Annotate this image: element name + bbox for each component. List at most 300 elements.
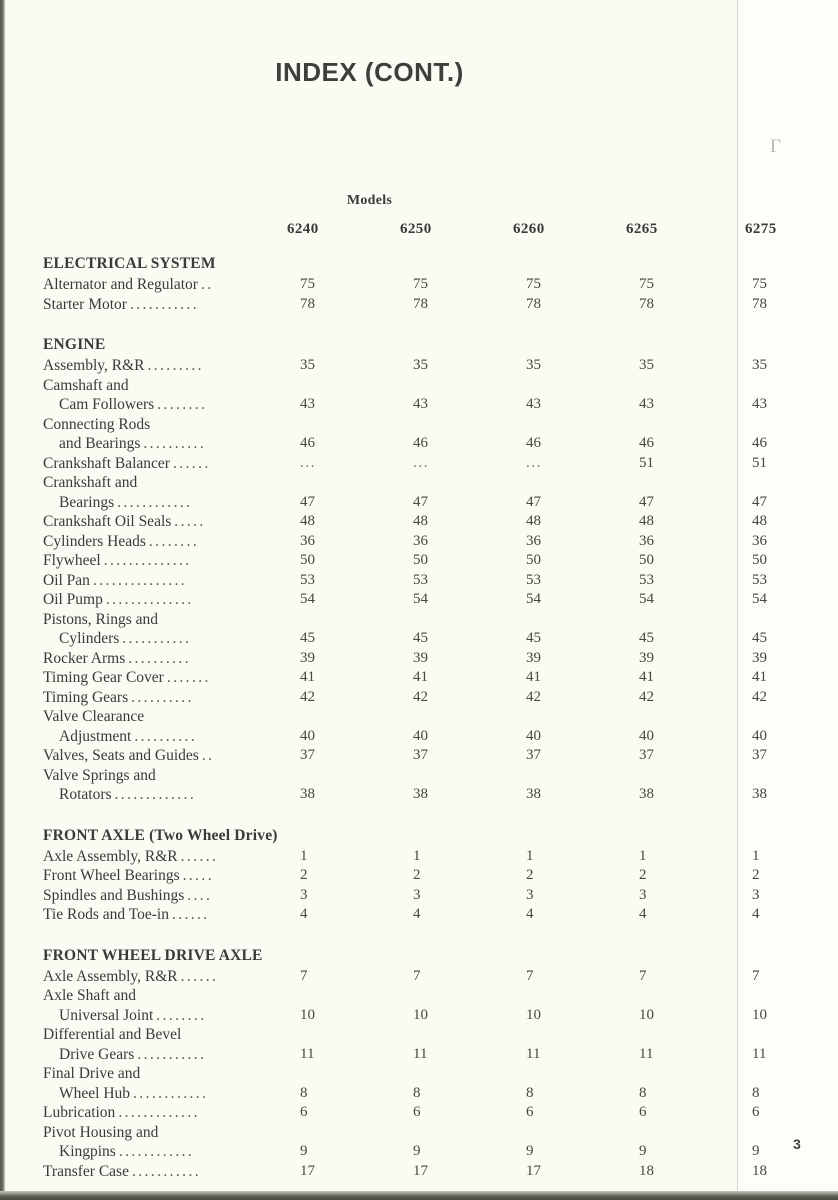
page-ref-6265: 50: [639, 552, 654, 568]
dot-leader: ..............: [103, 552, 192, 569]
page-ref-6240: 11: [300, 1045, 315, 1062]
entry-label-group: [43, 866, 253, 886]
index-entry-row: [0, 571, 838, 591]
entry-label-group: [43, 1064, 253, 1084]
page-ref-6260: 2: [526, 867, 534, 883]
index-entry-row: [0, 905, 838, 925]
index-section: [0, 255, 838, 314]
dot-leader: .............: [118, 1104, 200, 1121]
dot-leader: ...........: [129, 295, 199, 313]
page-ref-6240: 9: [300, 1143, 308, 1159]
page-ref-6260: 6: [526, 1104, 534, 1120]
page-ref-6260: 7: [526, 967, 534, 984]
entry-label: Crankshaft Balancer: [43, 454, 170, 472]
page-ref-6275: 36: [752, 532, 767, 549]
dot-leader: ..........: [128, 649, 191, 667]
index-entry-row: [0, 473, 838, 493]
index-entry-row: [0, 746, 838, 766]
entry-label-group: [43, 1162, 253, 1182]
page-ref-6250: 7: [413, 967, 421, 984]
page-ref-6260: 11: [526, 1045, 541, 1062]
index-entry-row: [0, 275, 838, 295]
page-ref-6265: 51: [639, 454, 654, 471]
page-ref-6275: 40: [752, 727, 767, 744]
page-ref-6265: 54: [639, 591, 654, 607]
index-entry-row: [0, 590, 838, 610]
index-entry-row: [0, 1025, 838, 1045]
entry-label: Adjustment: [59, 727, 132, 745]
page-ref-6260: 10: [526, 1006, 541, 1023]
page-ref-6250: 53: [413, 571, 428, 588]
page-ref-6260: 48: [526, 513, 541, 529]
index-entry-row: [0, 1142, 838, 1162]
page-ref-6260: 50: [526, 552, 541, 568]
entry-label-group: [59, 1084, 253, 1104]
column-header-6260: 6260: [513, 221, 545, 237]
page-ref-6275: 53: [752, 571, 767, 588]
index-entry-row: [0, 1123, 838, 1143]
page-ref-6250: 78: [413, 295, 428, 312]
index-entry-row: [0, 395, 838, 415]
page-ref-6250: 45: [413, 630, 428, 646]
page-ref-6240: 10: [300, 1006, 315, 1023]
page-ref-6260: 40: [526, 727, 541, 744]
page-ref-6275: 4: [752, 906, 760, 922]
dot-leader: ..............: [105, 591, 194, 608]
entry-label-group: [43, 356, 253, 376]
page-ref-6275: 11: [752, 1045, 767, 1062]
page-ref-6265: 53: [639, 571, 654, 588]
entry-label: Axle Assembly, R&R: [43, 847, 178, 865]
dot-leader: .............: [114, 786, 197, 803]
page-ref-6265: 43: [639, 396, 654, 412]
page-ref-6265: 2: [639, 867, 647, 883]
index-entry-row: [0, 1162, 838, 1182]
index-section: [0, 947, 838, 1182]
index-entry-row: [0, 610, 838, 630]
page-ref-6275: 75: [752, 276, 767, 292]
page-title: INDEX (CONT.): [275, 57, 464, 87]
page-ref-6275: 47: [752, 493, 767, 510]
index-entry-row: [0, 376, 838, 396]
index-entry-row: [0, 295, 838, 315]
page-ref-6250: 1: [413, 847, 421, 864]
entry-label: Axle Assembly, R&R: [43, 967, 178, 985]
entry-label-group: [59, 395, 253, 415]
index-entry-row: [0, 454, 838, 474]
index-entry-row: [0, 1006, 838, 1026]
page-ref-6260: 39: [526, 649, 541, 666]
page-ref-6265: 37: [639, 747, 654, 763]
page-ref-6250: 3: [413, 886, 421, 903]
section-title: FRONT WHEEL DRIVE AXLE: [43, 946, 263, 964]
models-header-label: Models: [346, 193, 393, 208]
page-ref-6275: 35: [752, 357, 767, 373]
page-ref-6250: 75: [413, 276, 428, 292]
entry-label: Final Drive and: [43, 1065, 141, 1082]
page-ref-6260: 17: [526, 1162, 541, 1179]
page-ref-6250: 2: [413, 867, 421, 883]
entry-label-group: [43, 847, 253, 867]
index-entry-row: [0, 649, 838, 669]
entry-label: Pivot Housing and: [43, 1123, 159, 1141]
page-ref-6275: 46: [752, 435, 767, 451]
page-ref-6260: 45: [526, 630, 541, 646]
page-ref-6265: 1: [639, 847, 647, 864]
page-ref-6275: 45: [752, 630, 767, 646]
dot-leader: ......: [180, 967, 219, 985]
entry-label: Differential and Bevel: [43, 1026, 182, 1043]
page-ref-6260: 41: [526, 669, 541, 685]
page-ref-6240: 8: [300, 1084, 308, 1101]
entry-label-group: [43, 649, 253, 669]
index-entry-row: [0, 967, 838, 987]
page-ref-6260: 38: [526, 786, 541, 802]
page-ref-6265: 48: [639, 513, 654, 529]
entry-label-group: [43, 473, 253, 493]
pencil-mark: Γ: [770, 136, 781, 157]
entry-label: Tie Rods and Toe-in: [43, 906, 169, 923]
page-ref-6275: 43: [752, 396, 767, 412]
dot-leader: .....: [174, 513, 206, 530]
page-ref-6260: 75: [526, 276, 541, 292]
page-ref-6240: 78: [300, 295, 315, 312]
page-ref-6260: 53: [526, 571, 541, 588]
dot-leader: ......: [172, 454, 211, 472]
index-entry-row: [0, 356, 838, 376]
entry-label-group: [43, 295, 253, 315]
page-ref-6265: 7: [639, 967, 647, 984]
entry-label: Bearings: [59, 493, 115, 511]
entry-label-group: [43, 512, 253, 532]
page-ref-6260: 78: [526, 295, 541, 312]
page-ref-6250: 37: [413, 747, 428, 763]
entry-label-group: [59, 727, 253, 747]
entry-label: Lubrication: [43, 1104, 116, 1121]
entry-label: Drive Gears: [59, 1045, 135, 1063]
page-ref-6265: 38: [639, 786, 654, 802]
entry-label-group: [43, 707, 253, 727]
section-title: FRONT AXLE (Two Wheel Drive): [43, 826, 278, 844]
entry-label: Kingpins: [59, 1143, 116, 1160]
entry-label-group: [43, 986, 253, 1006]
page-ref-6250: 41: [413, 669, 428, 685]
entry-label: Cam Followers: [59, 396, 155, 413]
entry-label: Rotators: [59, 786, 112, 803]
page-ref-6275: 51: [752, 454, 767, 471]
index-entry-row: [0, 1045, 838, 1065]
dot-leader: .........: [147, 357, 204, 374]
dot-leader: ........: [156, 1006, 207, 1024]
page-ref-6275: 50: [752, 552, 767, 568]
page-ref-6275: 39: [752, 649, 767, 666]
page-ref-6265: 78: [639, 295, 654, 312]
page-ref-6265: 6: [639, 1104, 647, 1120]
entry-label: Axle Shaft and: [43, 987, 136, 1004]
dot-leader: ....: [187, 886, 213, 904]
page-ref-6260: 3: [526, 886, 534, 903]
entry-label: Alternator and Regulator: [43, 276, 198, 293]
entry-label-group: [43, 551, 253, 571]
section-spacer: [0, 314, 838, 336]
page-ref-6265: 75: [639, 276, 654, 292]
page-ref-6275: 38: [752, 786, 767, 802]
entry-label-group: [43, 688, 253, 708]
page-ref-6265: 47: [639, 493, 654, 510]
entry-label-group: [59, 493, 253, 513]
page-ref-6250: 40: [413, 727, 428, 744]
dot-leader: ..........: [131, 688, 194, 706]
column-header-6275: 6275: [745, 221, 777, 237]
entry-label-group: [43, 454, 253, 474]
entry-label-group: [59, 629, 253, 649]
index-entry-row: [0, 688, 838, 708]
section-spacer: [0, 925, 838, 947]
index-entry-row: [0, 415, 838, 435]
page-ref-6250: 42: [413, 688, 428, 705]
page-ref-6240: 1: [300, 847, 308, 864]
entry-label-group: [59, 1006, 253, 1026]
page-ref-6275: 37: [752, 747, 767, 763]
page-ref-6260: 9: [526, 1143, 534, 1159]
page-ref-6240: 4: [300, 906, 308, 922]
entry-label: Rocker Arms: [43, 649, 126, 667]
entry-label-group: [43, 590, 253, 610]
index-sections: [0, 255, 838, 1181]
entry-label-group: [43, 376, 253, 396]
entry-label: Front Wheel Bearings: [43, 867, 180, 884]
entry-label-group: [59, 1045, 253, 1065]
page-ref-6260: ...: [526, 454, 543, 471]
page-ref-6250: ...: [413, 454, 430, 471]
entry-label-group: [43, 532, 253, 552]
page-ref-6275: 6: [752, 1104, 760, 1120]
page-ref-6260: 43: [526, 396, 541, 412]
page-ref-6240: 3: [300, 886, 308, 903]
page-ref-6265: 41: [639, 669, 654, 685]
page-ref-6250: 6: [413, 1104, 421, 1120]
page-ref-6250: 46: [413, 435, 428, 451]
page-ref-6250: 38: [413, 786, 428, 802]
page-ref-6250: 48: [413, 513, 428, 529]
page-ref-6250: 39: [413, 649, 428, 666]
page-ref-6240: 17: [300, 1162, 315, 1179]
index-entry-row: [0, 886, 838, 906]
dot-leader: ............: [117, 493, 193, 511]
dot-leader: ......: [171, 906, 210, 923]
index-section: [0, 336, 838, 805]
page-ref-6250: 47: [413, 493, 428, 510]
page-ref-6250: 50: [413, 552, 428, 568]
entry-label-group: [43, 886, 253, 906]
entry-label: Timing Gear Cover: [43, 669, 164, 686]
page-ref-6240: 47: [300, 493, 315, 510]
index-entry-row: [0, 1064, 838, 1084]
page-ref-6265: 45: [639, 630, 654, 646]
entry-label: Crankshaft Oil Seals: [43, 513, 172, 530]
dot-leader: ...............: [92, 571, 188, 589]
page-ref-6260: 35: [526, 357, 541, 373]
index-entry-row: [0, 1103, 838, 1123]
dot-leader: ..: [201, 747, 215, 764]
entry-label-group: [43, 610, 253, 630]
entry-label-group: [43, 967, 253, 987]
page-ref-6275: 48: [752, 513, 767, 529]
entry-label: and Bearings: [59, 435, 141, 452]
page-ref-6275: 78: [752, 295, 767, 312]
page-number: 3: [793, 1136, 801, 1152]
page-ref-6265: 11: [639, 1045, 654, 1062]
page-ref-6275: 54: [752, 591, 767, 607]
entry-label-group: [43, 571, 253, 591]
section-title: ENGINE: [43, 336, 106, 353]
page-ref-6260: 42: [526, 688, 541, 705]
page-ref-6240: 43: [300, 396, 315, 412]
index-entry-row: [0, 434, 838, 454]
dot-leader: ........: [157, 396, 208, 413]
page-ref-6250: 17: [413, 1162, 428, 1179]
index-entry-row: [0, 629, 838, 649]
page-ref-6240: 50: [300, 552, 315, 568]
entry-label: Assembly, R&R: [43, 357, 145, 374]
page-ref-6260: 54: [526, 591, 541, 607]
dot-leader: .......: [166, 669, 211, 686]
page-ref-6250: 11: [413, 1045, 428, 1062]
index-section: [0, 827, 838, 925]
page-ref-6265: 4: [639, 906, 647, 922]
page-ref-6250: 4: [413, 906, 421, 922]
page-ref-6240: 36: [300, 532, 315, 549]
entry-label: Cylinders Heads: [43, 532, 146, 550]
dot-leader: ............: [118, 1143, 195, 1160]
page-ref-6250: 35: [413, 357, 428, 373]
page-ref-6260: 1: [526, 847, 534, 864]
entry-label: Valves, Seats and Guides: [43, 747, 199, 764]
entry-label: Camshaft and: [43, 376, 129, 394]
entry-label: Pistons, Rings and: [43, 610, 158, 628]
entry-label-group: [43, 1103, 253, 1123]
dot-leader: ...........: [131, 1162, 201, 1180]
page-ref-6275: 1: [752, 847, 760, 864]
page-ref-6265: 40: [639, 727, 654, 744]
index-entry-row: [0, 727, 838, 747]
page-ref-6275: 2: [752, 867, 760, 883]
entry-label-group: [43, 668, 253, 688]
dot-leader: ........: [148, 532, 200, 550]
page-ref-6250: 43: [413, 396, 428, 412]
entry-label: Wheel Hub: [59, 1084, 131, 1102]
entry-label: Cylinders: [59, 630, 120, 647]
index-entry-row: [0, 668, 838, 688]
page-ref-6240: 41: [300, 669, 315, 685]
page-ref-6265: 46: [639, 435, 654, 451]
page-ref-6260: 47: [526, 493, 541, 510]
column-header-6250: 6250: [400, 221, 432, 237]
page-ref-6260: 4: [526, 906, 534, 922]
entry-label: Valve Clearance: [43, 708, 145, 725]
page-ref-6250: 9: [413, 1143, 421, 1159]
entry-label: Starter Motor: [43, 295, 127, 313]
page-ref-6240: 45: [300, 630, 315, 646]
page-ref-6250: 10: [413, 1006, 428, 1023]
page-ref-6260: 46: [526, 435, 541, 451]
index-entry-row: [0, 785, 838, 805]
entry-label: Valve Springs and: [43, 766, 156, 784]
page-ref-6250: 36: [413, 532, 428, 549]
dot-leader: ..........: [143, 435, 207, 452]
entry-label: Crankshaft and: [43, 474, 138, 491]
entry-label-group: [59, 434, 253, 454]
page-ref-6275: 41: [752, 669, 767, 685]
page-ref-6240: 75: [300, 276, 315, 292]
page-ref-6240: ...: [300, 454, 317, 471]
dot-leader: ...........: [122, 630, 192, 647]
index-entry-row: [0, 866, 838, 886]
index-entry-row: [0, 493, 838, 513]
column-header-6265: 6265: [626, 221, 658, 237]
entry-label: Spindles and Bushings: [43, 886, 185, 904]
entry-label-group: [59, 785, 253, 805]
page-ref-6265: 10: [639, 1006, 654, 1023]
column-header-6240: 6240: [287, 221, 319, 237]
page-ref-6265: 8: [639, 1084, 647, 1101]
entry-label: Timing Gears: [43, 688, 129, 706]
page-ref-6275: 10: [752, 1006, 767, 1023]
page-ref-6250: 54: [413, 591, 428, 607]
index-entry-row: [0, 986, 838, 1006]
entry-label-group: [43, 1123, 253, 1143]
page-ref-6275: 18: [752, 1162, 767, 1179]
page-ref-6240: 42: [300, 688, 315, 705]
page-ref-6240: 40: [300, 727, 315, 744]
entry-label-group: [43, 275, 253, 295]
entry-label: Transfer Case: [43, 1162, 129, 1180]
section-title: ELECTRICAL SYSTEM: [43, 255, 216, 272]
index-entry-row: [0, 512, 838, 532]
entry-label: Oil Pump: [43, 591, 103, 608]
page-ref-6240: 35: [300, 357, 315, 373]
page-ref-6240: 53: [300, 571, 315, 588]
entry-label: Flywheel: [43, 552, 101, 569]
page-ref-6240: 37: [300, 747, 315, 763]
page-ref-6240: 46: [300, 435, 315, 451]
entry-label: Universal Joint: [59, 1006, 154, 1024]
entry-label: Oil Pan: [43, 571, 90, 589]
dot-leader: ..........: [134, 727, 198, 745]
page-ref-6265: 39: [639, 649, 654, 666]
dot-leader: ............: [133, 1084, 209, 1102]
section-spacer: [0, 805, 838, 827]
page-ref-6265: 3: [639, 886, 647, 903]
page-ref-6260: 8: [526, 1084, 534, 1101]
page-ref-6240: 54: [300, 591, 315, 607]
index-entry-row: [0, 766, 838, 786]
page-ref-6275: 3: [752, 886, 760, 903]
page-ref-6240: 48: [300, 513, 315, 529]
page-ref-6240: 6: [300, 1104, 308, 1120]
entry-label-group: [43, 746, 253, 766]
page-ref-6260: 37: [526, 747, 541, 763]
dot-leader: ..: [200, 276, 214, 293]
page-ref-6275: 42: [752, 688, 767, 705]
page-ref-6240: 39: [300, 649, 315, 666]
page-ref-6240: 38: [300, 786, 315, 802]
index-entry-row: [0, 847, 838, 867]
page-ref-6265: 9: [639, 1143, 647, 1159]
entry-label-group: [43, 766, 253, 786]
entry-label-group: [43, 415, 253, 435]
scan-edge-bottom: [0, 1191, 838, 1200]
